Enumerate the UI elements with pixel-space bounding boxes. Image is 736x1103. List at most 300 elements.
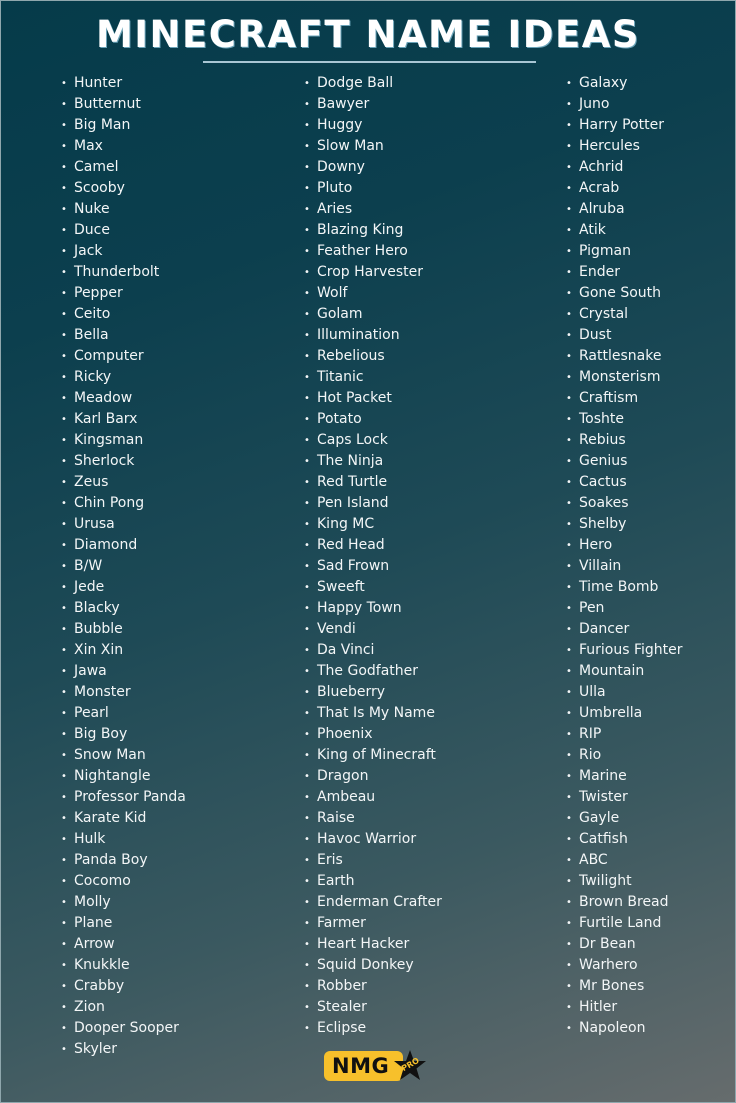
name-text: Ambeau <box>317 789 376 805</box>
name-text: The Godfather <box>317 663 419 679</box>
bullet-icon: • <box>61 183 67 194</box>
bullet-icon: • <box>61 120 67 131</box>
bullet-icon: • <box>304 792 310 803</box>
name-text: Dust <box>579 327 612 343</box>
name-text: Hot Packet <box>317 390 392 406</box>
bullet-icon: • <box>304 225 310 236</box>
bullet-icon: • <box>566 225 572 236</box>
bullet-icon: • <box>566 204 572 215</box>
list-item <box>566 262 683 283</box>
list-item <box>304 703 442 724</box>
list-item <box>566 157 683 178</box>
name-text: King MC <box>317 516 375 532</box>
name-text: Ceito <box>74 306 111 322</box>
bullet-icon: • <box>304 540 310 551</box>
bullet-icon: • <box>61 99 67 110</box>
bullet-icon: • <box>61 519 67 530</box>
bullet-icon: • <box>61 393 67 404</box>
list-item <box>61 682 186 703</box>
list-item <box>304 913 442 934</box>
list-item <box>304 73 442 94</box>
name-text: RIP <box>579 726 602 742</box>
name-text: Da Vinci <box>317 642 375 658</box>
bullet-icon: • <box>566 561 572 572</box>
name-text: Earth <box>317 873 355 889</box>
bullet-icon: • <box>304 78 310 89</box>
bullet-icon: • <box>304 624 310 635</box>
list-item <box>304 640 442 661</box>
name-text: Dr Bean <box>579 936 636 952</box>
bullet-icon: • <box>304 99 310 110</box>
bullet-icon: • <box>304 519 310 530</box>
name-text: Gayle <box>579 810 620 826</box>
name-text: Umbrella <box>579 705 643 721</box>
list-item <box>61 472 186 493</box>
name-text: Hero <box>579 537 613 553</box>
name-text: Blacky <box>74 600 120 616</box>
bullet-icon: • <box>61 456 67 467</box>
name-text: Butternut <box>74 96 141 112</box>
name-text: Computer <box>74 348 144 364</box>
bullet-icon: • <box>566 1002 572 1013</box>
bullet-icon: • <box>566 1023 572 1034</box>
name-text: Kingsman <box>74 432 144 448</box>
bullet-icon: • <box>304 498 310 509</box>
list-item <box>304 136 442 157</box>
list-item <box>566 241 683 262</box>
bullet-icon: • <box>61 687 67 698</box>
name-text: Max <box>74 138 103 154</box>
bullet-icon: • <box>61 477 67 488</box>
name-text: Atik <box>579 222 606 238</box>
bullet-icon: • <box>566 708 572 719</box>
list-item <box>566 535 683 556</box>
name-text: B/W <box>74 558 103 574</box>
bullet-icon: • <box>61 309 67 320</box>
name-text: Bella <box>74 327 109 343</box>
bullet-icon: • <box>566 414 572 425</box>
bullet-icon: • <box>61 624 67 635</box>
name-text: Twister <box>579 789 628 805</box>
bullet-icon: • <box>566 162 572 173</box>
list-item <box>566 472 683 493</box>
list-item <box>566 178 683 199</box>
list-item <box>304 787 442 808</box>
name-text: King of Minecraft <box>317 747 436 763</box>
bullet-icon: • <box>304 687 310 698</box>
list-item <box>304 514 442 535</box>
name-text: Panda Boy <box>74 852 148 868</box>
list-item <box>566 388 683 409</box>
list-item <box>61 556 186 577</box>
list-item <box>566 367 683 388</box>
bullet-icon: • <box>304 708 310 719</box>
list-item <box>61 871 186 892</box>
name-text: Blueberry <box>317 684 386 700</box>
bullet-icon: • <box>566 918 572 929</box>
list-item <box>566 997 683 1018</box>
name-text: Nuke <box>74 201 110 217</box>
name-text: Dooper Sooper <box>74 1020 179 1036</box>
bullet-icon: • <box>304 918 310 929</box>
bullet-icon: • <box>304 1023 310 1034</box>
bullet-icon: • <box>61 918 67 929</box>
bullet-icon: • <box>566 813 572 824</box>
list-item <box>61 535 186 556</box>
name-text: Shelby <box>579 516 627 532</box>
nmg-logo <box>324 1049 427 1083</box>
list-item <box>566 640 683 661</box>
list-item <box>566 787 683 808</box>
bullet-icon: • <box>61 1023 67 1034</box>
name-text: Diamond <box>74 537 138 553</box>
list-item <box>61 1018 186 1039</box>
bullet-icon: • <box>566 645 572 656</box>
logo-pro-badge: PRO <box>400 1055 422 1074</box>
bullet-icon: • <box>304 162 310 173</box>
bullet-icon: • <box>304 603 310 614</box>
name-text: Bubble <box>74 621 123 637</box>
list-item <box>304 304 442 325</box>
bullet-icon: • <box>566 582 572 593</box>
list-item <box>566 304 683 325</box>
bullet-icon: • <box>61 1002 67 1013</box>
list-item <box>566 682 683 703</box>
bullet-icon: • <box>566 540 572 551</box>
bullet-icon: • <box>61 162 67 173</box>
list-item <box>566 514 683 535</box>
bullet-icon: • <box>566 477 572 488</box>
bullet-icon: • <box>566 78 572 89</box>
name-text: Rebius <box>579 432 626 448</box>
list-item <box>304 115 442 136</box>
list-item <box>304 955 442 976</box>
list-item <box>304 535 442 556</box>
name-text: Time Bomb <box>579 579 659 595</box>
name-text: Pen Island <box>317 495 389 511</box>
list-item <box>566 724 683 745</box>
bullet-icon: • <box>304 204 310 215</box>
bullet-icon: • <box>304 939 310 950</box>
name-text: Craftism <box>579 390 639 406</box>
bullet-icon: • <box>566 393 572 404</box>
list-item <box>304 430 442 451</box>
name-text: Phoenix <box>317 726 373 742</box>
bullet-icon: • <box>61 204 67 215</box>
star-icon <box>393 1049 427 1083</box>
name-text: Dodge Ball <box>317 75 394 91</box>
bullet-icon: • <box>304 645 310 656</box>
name-text: Arrow <box>74 936 115 952</box>
bullet-icon: • <box>61 351 67 362</box>
name-text: Vendi <box>317 621 356 637</box>
bullet-icon: • <box>304 330 310 341</box>
bullet-icon: • <box>566 120 572 131</box>
bullet-icon: • <box>61 540 67 551</box>
bullet-icon: • <box>566 456 572 467</box>
bullet-icon: • <box>304 372 310 383</box>
name-text: Monsterism <box>579 369 661 385</box>
list-item <box>304 1018 442 1039</box>
name-text: Acrab <box>579 180 620 196</box>
name-text: Slow Man <box>317 138 384 154</box>
list-item <box>304 493 442 514</box>
list-item <box>304 472 442 493</box>
name-text: Zion <box>74 999 105 1015</box>
list-item <box>566 409 683 430</box>
bullet-icon: • <box>304 351 310 362</box>
list-item <box>566 115 683 136</box>
name-text: Monster <box>74 684 131 700</box>
bullet-icon: • <box>304 456 310 467</box>
list-item <box>566 136 683 157</box>
list-item <box>61 577 186 598</box>
list-item <box>61 976 186 997</box>
name-text: Pepper <box>74 285 123 301</box>
list-item <box>61 94 186 115</box>
list-item <box>304 766 442 787</box>
name-text: Cocomo <box>74 873 131 889</box>
name-text: Pearl <box>74 705 109 721</box>
name-text: Brown Bread <box>579 894 669 910</box>
name-text: Galaxy <box>579 75 628 91</box>
name-text: The Ninja <box>317 453 384 469</box>
bullet-icon: • <box>61 582 67 593</box>
bullet-icon: • <box>304 897 310 908</box>
name-text: Ulla <box>579 684 606 700</box>
name-column-1 <box>61 73 186 1060</box>
list-item <box>304 94 442 115</box>
list-item <box>304 283 442 304</box>
list-item <box>61 346 186 367</box>
name-text: Karate Kid <box>74 810 147 826</box>
name-text: Eris <box>317 852 343 868</box>
name-text: Jack <box>74 243 103 259</box>
list-item <box>304 661 442 682</box>
list-item <box>566 913 683 934</box>
list-item <box>566 451 683 472</box>
name-text: That Is My Name <box>317 705 435 721</box>
list-item <box>566 934 683 955</box>
list-item <box>566 430 683 451</box>
name-column-2 <box>304 73 442 1039</box>
bullet-icon: • <box>61 372 67 383</box>
name-text: Alruba <box>579 201 625 217</box>
bullet-icon: • <box>304 834 310 845</box>
list-item <box>61 157 186 178</box>
name-text: Twilight <box>579 873 632 889</box>
list-item <box>61 430 186 451</box>
name-text: Toshte <box>579 411 625 427</box>
bullet-icon: • <box>304 813 310 824</box>
bullet-icon: • <box>304 960 310 971</box>
name-text: Plane <box>74 915 113 931</box>
bullet-icon: • <box>566 141 572 152</box>
list-item <box>61 262 186 283</box>
list-item <box>61 73 186 94</box>
bullet-icon: • <box>61 1044 67 1055</box>
list-item <box>61 913 186 934</box>
bullet-icon: • <box>304 120 310 131</box>
name-text: Pen <box>579 600 605 616</box>
list-item <box>304 451 442 472</box>
bullet-icon: • <box>566 246 572 257</box>
name-text: ABC <box>579 852 608 868</box>
bullet-icon: • <box>566 855 572 866</box>
list-item <box>566 283 683 304</box>
name-text: Raise <box>317 810 355 826</box>
name-text: Titanic <box>317 369 364 385</box>
bullet-icon: • <box>61 834 67 845</box>
list-item <box>61 409 186 430</box>
list-item <box>566 220 683 241</box>
list-item <box>61 787 186 808</box>
list-item <box>304 976 442 997</box>
name-text: Cactus <box>579 474 627 490</box>
bullet-icon: • <box>61 855 67 866</box>
name-text: Mr Bones <box>579 978 645 994</box>
list-item <box>304 619 442 640</box>
list-item <box>61 619 186 640</box>
list-item <box>61 220 186 241</box>
name-text: Scooby <box>74 180 125 196</box>
name-text: Gone South <box>579 285 662 301</box>
bullet-icon: • <box>566 876 572 887</box>
list-item <box>566 346 683 367</box>
list-item <box>304 829 442 850</box>
list-item <box>61 304 186 325</box>
bullet-icon: • <box>566 519 572 530</box>
bullet-icon: • <box>566 624 572 635</box>
bullet-icon: • <box>61 414 67 425</box>
list-item <box>61 241 186 262</box>
list-item <box>304 577 442 598</box>
bullet-icon: • <box>304 435 310 446</box>
bullet-icon: • <box>61 981 67 992</box>
list-item <box>304 745 442 766</box>
name-text: Stealer <box>317 999 367 1015</box>
name-text: Big Boy <box>74 726 128 742</box>
list-item <box>61 934 186 955</box>
bullet-icon: • <box>61 225 67 236</box>
list-item <box>304 220 442 241</box>
list-item <box>304 997 442 1018</box>
bullet-icon: • <box>304 414 310 425</box>
list-item <box>566 619 683 640</box>
name-text: Urusa <box>74 516 115 532</box>
name-text: Rattlesnake <box>579 348 662 364</box>
bullet-icon: • <box>304 288 310 299</box>
list-item <box>566 745 683 766</box>
bullet-icon: • <box>566 372 572 383</box>
list-item <box>61 829 186 850</box>
name-text: Hitler <box>579 999 618 1015</box>
list-item <box>61 199 186 220</box>
name-text: Crabby <box>74 978 125 994</box>
bullet-icon: • <box>61 561 67 572</box>
name-text: Sad Frown <box>317 558 390 574</box>
list-item <box>61 661 186 682</box>
bullet-icon: • <box>304 855 310 866</box>
bullet-icon: • <box>304 750 310 761</box>
bullet-icon: • <box>61 792 67 803</box>
name-text: Napoleon <box>579 1020 646 1036</box>
bullet-icon: • <box>304 666 310 677</box>
bullet-icon: • <box>304 1002 310 1013</box>
list-item <box>566 199 683 220</box>
bullet-icon: • <box>61 498 67 509</box>
name-text: Jede <box>74 579 105 595</box>
name-text: Warhero <box>579 957 638 973</box>
list-item <box>304 241 442 262</box>
list-item <box>304 598 442 619</box>
list-item <box>61 514 186 535</box>
name-text: Soakes <box>579 495 629 511</box>
name-text: Zeus <box>74 474 109 490</box>
bullet-icon: • <box>566 309 572 320</box>
bullet-icon: • <box>61 267 67 278</box>
name-text: Robber <box>317 978 367 994</box>
list-item <box>304 850 442 871</box>
list-item <box>304 892 442 913</box>
list-item <box>566 94 683 115</box>
list-item <box>61 325 186 346</box>
bullet-icon: • <box>566 687 572 698</box>
name-text: Eclipse <box>317 1020 367 1036</box>
name-text: Golam <box>317 306 363 322</box>
name-text: Bawyer <box>317 96 370 112</box>
bullet-icon: • <box>61 78 67 89</box>
name-text: Havoc Warrior <box>317 831 417 847</box>
name-text: Blazing King <box>317 222 404 238</box>
bullet-icon: • <box>566 771 572 782</box>
list-item <box>566 829 683 850</box>
list-item <box>61 997 186 1018</box>
list-item <box>61 640 186 661</box>
list-item <box>61 283 186 304</box>
bullet-icon: • <box>61 603 67 614</box>
name-text: Sweeft <box>317 579 365 595</box>
bullet-icon: • <box>566 792 572 803</box>
name-text: Chin Pong <box>74 495 145 511</box>
name-text: Camel <box>74 159 119 175</box>
bullet-icon: • <box>61 435 67 446</box>
bullet-icon: • <box>566 939 572 950</box>
name-text: Squid Donkey <box>317 957 414 973</box>
bullet-icon: • <box>304 582 310 593</box>
bullet-icon: • <box>304 477 310 488</box>
name-text: Catfish <box>579 831 628 847</box>
list-item <box>61 493 186 514</box>
title-underline <box>203 61 536 63</box>
name-text: Ricky <box>74 369 112 385</box>
list-item <box>304 808 442 829</box>
name-text: Huggy <box>317 117 363 133</box>
logo-text: NMG <box>324 1051 403 1081</box>
name-text: Xin Xin <box>74 642 124 658</box>
name-text: Farmer <box>317 915 366 931</box>
name-column-3 <box>566 73 683 1039</box>
list-item <box>304 871 442 892</box>
list-item <box>304 367 442 388</box>
list-item <box>61 766 186 787</box>
name-text: Knukkle <box>74 957 130 973</box>
name-text: Crystal <box>579 306 629 322</box>
bullet-icon: • <box>304 393 310 404</box>
list-item <box>304 388 442 409</box>
name-text: Mountain <box>579 663 645 679</box>
list-item <box>61 808 186 829</box>
